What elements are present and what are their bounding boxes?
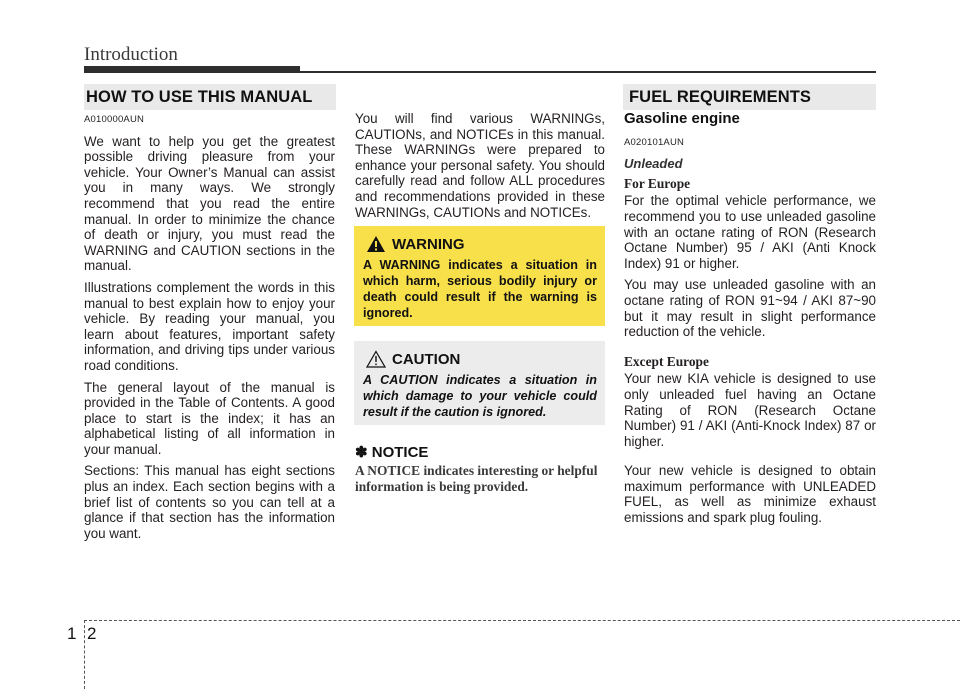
gasoline-engine-heading: Gasoline engine bbox=[624, 110, 740, 127]
paragraph: Illustrations complement the words in this manual to best explain how to enjoy your vehicle. By reading your manual, you learn about features, important safety information, and driving tips under various road conditions. bbox=[84, 279, 335, 373]
warning-title: WARNING bbox=[392, 236, 465, 253]
except-europe-heading: Except Europe bbox=[624, 353, 709, 369]
footer-margin-rule bbox=[84, 620, 85, 689]
caution-box bbox=[354, 341, 605, 425]
header-bar bbox=[84, 66, 300, 73]
paragraph: Your new vehicle is designed to obtain maximum performance with UNLEADED FUEL, as well as minimize exhaust emissions and spark plug fouling. bbox=[624, 463, 876, 526]
paragraph: You may use unleaded gasoline with an octane rating of RON 91~94 / AKI 87~90 but it may result in slight performance reduction of the vehicle. bbox=[624, 277, 876, 340]
how-to-use-column bbox=[84, 112, 335, 547]
how-to-use-heading: HOW TO USE THIS MANUAL bbox=[86, 88, 313, 106]
warning-box bbox=[354, 226, 605, 326]
section-code: A020101AUN bbox=[624, 136, 685, 148]
unleaded-heading: Unleaded bbox=[624, 156, 683, 172]
page-header-title: Introduction bbox=[84, 44, 178, 65]
section-code: A010000AUN bbox=[84, 114, 145, 125]
paragraph: For the optimal vehicle performance, we recommend you to use unleaded gasoline with an octane rating of RON (Research Octane Number) 95 / AKI (Anti Knock Index) 91 or higher. bbox=[624, 193, 876, 271]
paragraph: We want to help you get the greatest possible driving pleasure from your vehicle. Your Owner’s Manual can assist you in many ways. We strongly recommend that you read the entire manual. In order to minimize the chance of death or injury, you must read the WARNING and CAUTION sections in the manual. bbox=[84, 133, 335, 274]
middle-column bbox=[355, 111, 605, 226]
notice-title: ✽ NOTICE bbox=[355, 444, 429, 461]
caution-triangle-icon bbox=[366, 350, 386, 368]
paragraph: Sections: This manual has eight sections plus an index. Each section begins with a brief list of contents so you can tell at a glance if that section has the information you want. bbox=[84, 463, 335, 541]
notice-text: A NOTICE indicates interesting or helpful information is being provided. bbox=[355, 463, 598, 494]
caution-text: A CAUTION indicates a situation in which damage to your vehicle could result if the caution is ignored. bbox=[363, 373, 597, 419]
fuel-heading: FUEL REQUIREMENTS bbox=[629, 88, 811, 106]
warning-triangle-icon bbox=[366, 235, 386, 253]
caution-title: CAUTION bbox=[392, 351, 461, 368]
paragraph: Your new KIA vehicle is designed to use only unleaded fuel having an Octane Rating of RON (Research Octane Number) 91 / AKI (Anti-Knock Index) 87 or higher. bbox=[624, 371, 876, 449]
for-europe-heading: For Europe bbox=[624, 175, 691, 191]
paragraph: The general layout of the manual is provided in the Table of Contents. A good place to start is the index; it has an alphabetical listing of all information in your manual. bbox=[84, 379, 335, 457]
fuel-column bbox=[624, 111, 876, 532]
warning-text: A WARNING indicates a situation in which harm, serious bodily injury or death could result if the warning is ignored. bbox=[363, 258, 597, 320]
header-rule bbox=[300, 71, 876, 73]
page-number: 2 bbox=[87, 624, 97, 643]
section-number: 1 bbox=[67, 624, 77, 643]
footer-rule bbox=[84, 620, 960, 621]
paragraph: You will find various WARNINGs, CAUTIONs, and NOTICEs in this manual. These WARNINGs were prepared to enhance your personal safety. You should carefully read and follow ALL procedures and recommendations provided in these WARNINGs, CAUTIONs and NOTICEs. bbox=[355, 111, 605, 220]
